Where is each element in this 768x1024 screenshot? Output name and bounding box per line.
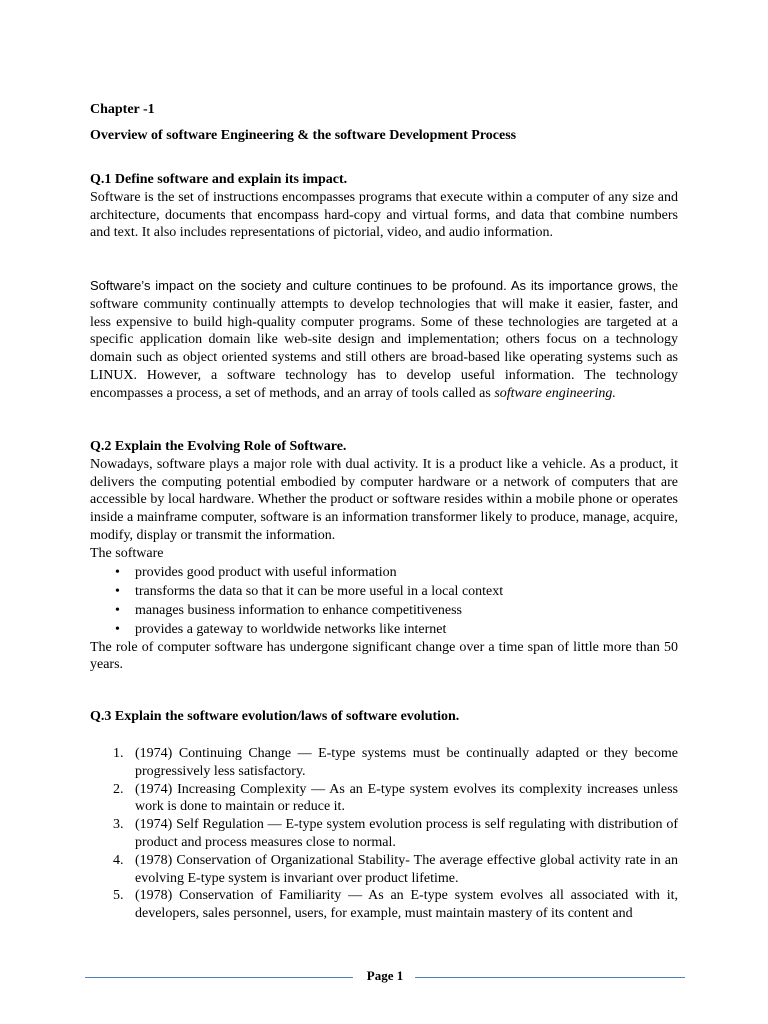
list-item: • provides good product with useful information xyxy=(90,563,678,582)
list-item xyxy=(90,816,678,852)
list-item-text: (1978) Conservation of Familiarity — As an E-type system evolves all associated with it, developers, sales personnel, users, for example, must maintain mastery of its content and xyxy=(135,888,678,922)
q2-paragraph-2: The role of computer software has undergone significant change over a time span of little more than 50 years. xyxy=(90,639,678,673)
q1-paragraph-2-rest: the software community continually attempts to develop technologies that will make it easier, faster, and less expensive to build high-quality computer programs. Some of these technologies are targeted at a specific application domain like web-site design and implementation; others focus on a technology domain such as object oriented systems and still others are broad-based like operating systems such as LINUX. However, a software technology has to develop useful information. The technology encompasses a process, a set of methods, and an array of tools called as xyxy=(90,279,678,401)
section-q1 xyxy=(90,171,678,242)
list-item: • provides a gateway to worldwide networks like internet xyxy=(90,620,678,639)
list-item-number: 3. xyxy=(113,817,124,833)
list-item-number: 5. xyxy=(113,888,124,904)
footer-divider-left xyxy=(85,977,353,978)
list-item xyxy=(90,745,678,781)
q1-paragraph-2-term: software engineering. xyxy=(494,385,616,401)
section-q3 xyxy=(90,708,678,726)
q2-lead: The software xyxy=(90,545,164,561)
q1-paragraph-2-lead: Software’s impact on the society and culture continues to be profound. As its importance grows, xyxy=(90,278,657,293)
section-q1-impact xyxy=(90,277,678,403)
q1-paragraph-1: Software is the set of instructions encompasses programs that execute within a computer of any size and architecture, documents that encompass hard-copy and virtual forms, and data that combine numbers and text. It also includes representations of pictorial, video, and audio information. xyxy=(90,189,678,241)
list-item-text: (1974) Increasing Complexity — As an E-type system evolves its complexity increases unless work is done to maintain or reduce it. xyxy=(135,781,678,815)
list-item xyxy=(90,781,678,817)
chapter-subtitle: Overview of software Engineering & the software Development Process xyxy=(90,128,517,143)
list-item: • manages business information to enhance competitiveness xyxy=(90,601,678,620)
chapter-heading: Chapter -1 xyxy=(90,102,155,117)
q3-title: Q.3 Explain the software evolution/laws of software evolution. xyxy=(90,709,460,724)
list-item-text: (1978) Conservation of Organizational Stability- The average effective global activity rate in an evolving E-type system is invariant over product lifetime. xyxy=(135,852,678,886)
q1-paragraph-2 xyxy=(90,277,678,403)
list-item-number: 4. xyxy=(113,852,124,868)
page-number: Page 1 xyxy=(366,968,404,983)
list-item-number: 1. xyxy=(113,746,124,761)
laws-list xyxy=(90,745,678,923)
list-item-text: (1974) Self Regulation — E-type system evolution process is self regulating with distribution of product and process measures close to normal. xyxy=(135,817,678,850)
q2-title: Q.2 Explain the Evolving Role of Software. xyxy=(90,439,347,454)
q1-title: Q.1 Define software and explain its impact. xyxy=(90,172,348,187)
list-item-text: (1974) Continuing Change — E-type systems must be continually adapted or they become progressively less satisfactory. xyxy=(135,746,678,779)
list-item xyxy=(90,887,678,923)
q2-paragraph-1: Nowadays, software plays a major role with dual activity. It is a product like a vehicle. As a product, it delivers the computing potential embodied by computer hardware or a network of computers that are accessible by local hardware. Whether the product or software resides within a mobile phone or operates inside a mainframe computer, software is an information transformer likely to produce, manage, acquire, modify, display or transmit the information. xyxy=(90,456,678,543)
list-item xyxy=(90,852,678,888)
section-q3-laws xyxy=(90,745,678,923)
list-item-number: 2. xyxy=(113,781,124,797)
list-item: • transforms the data so that it can be more useful in a local context xyxy=(90,582,678,601)
q2-bullet-list xyxy=(90,563,678,639)
footer-divider-right xyxy=(415,977,685,978)
page-footer xyxy=(85,968,685,988)
section-q2 xyxy=(90,438,678,674)
